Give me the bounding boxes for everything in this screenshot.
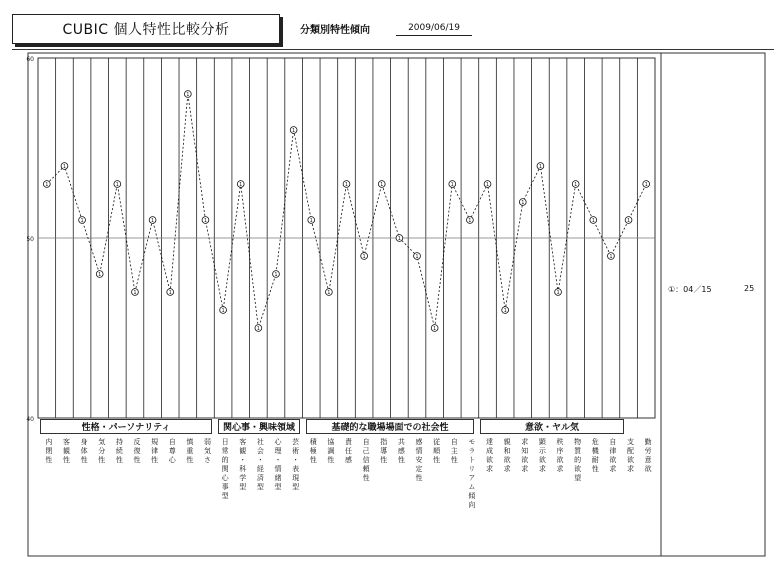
category-label: 責任感 <box>344 438 353 465</box>
category-label: 物質的欲望 <box>573 438 582 483</box>
report-date: 2009/06/19 <box>396 23 472 36</box>
data-point-marker: 1 <box>591 218 595 225</box>
data-point-marker: 1 <box>327 290 331 297</box>
data-point-marker: 1 <box>574 182 578 189</box>
group-workplace-sociality: 基礎的な職場場面での社会性 <box>306 419 474 434</box>
category-label: 芸術・表現型 <box>291 438 300 492</box>
category-label: 身体性 <box>80 438 89 465</box>
legend <box>668 284 712 295</box>
outer-frame <box>28 53 765 556</box>
category-label: 協調性 <box>326 438 335 465</box>
y-tick-label: 50 <box>26 236 34 243</box>
data-point-marker: 1 <box>150 218 155 225</box>
data-point-marker: 1 <box>485 182 490 189</box>
data-point-marker: 1 <box>256 326 260 333</box>
data-point-marker: 1 <box>186 92 190 99</box>
y-tick-label: 40 <box>26 416 34 423</box>
category-label: 顕示欲求 <box>538 438 547 474</box>
category-label: 内閉性 <box>44 438 53 465</box>
group-personality: 性格・パーソナリティ <box>40 419 212 434</box>
category-label: 親和欲求 <box>503 438 512 474</box>
data-point-marker: 1 <box>309 218 313 225</box>
data-point-marker: 1 <box>450 182 454 189</box>
data-point-marker: 1 <box>626 218 631 225</box>
data-point-marker: 1 <box>133 290 137 297</box>
data-point-marker: 1 <box>221 308 225 315</box>
data-point-marker: 1 <box>239 182 243 189</box>
group-interests: 関心事・興味領域 <box>218 419 300 434</box>
data-point-marker: 1 <box>115 182 119 189</box>
category-label: 規律性 <box>150 438 159 465</box>
data-point-marker: 1 <box>362 254 366 261</box>
category-label: 指導性 <box>379 438 388 465</box>
data-point-marker: 1 <box>468 218 472 225</box>
category-label: 秩序欲求 <box>556 438 565 474</box>
data-point-marker: 1 <box>556 290 560 297</box>
data-point-marker: 1 <box>292 128 296 135</box>
category-label: 支配欲求 <box>626 438 635 474</box>
category-label: 積極性 <box>309 438 318 465</box>
data-point-marker: 1 <box>609 254 613 261</box>
category-label: 危機耐性 <box>591 438 600 474</box>
category-label: 慎重性 <box>185 438 194 465</box>
category-label: 反復性 <box>132 438 141 465</box>
category-label: モラトリアム傾向 <box>467 438 476 510</box>
data-point-marker: 1 <box>98 272 102 279</box>
category-label: 自己信頼性 <box>362 438 371 483</box>
data-point-marker: 1 <box>62 164 67 171</box>
report-subtitle: 分類別特性傾向 <box>300 25 370 36</box>
data-point-marker: 1 <box>503 308 507 315</box>
data-point-marker: 1 <box>415 254 419 261</box>
category-label: 自律欲求 <box>608 438 617 474</box>
category-label: 社会・経済型 <box>256 438 265 492</box>
legend-label: ：04／15 <box>675 285 712 294</box>
data-point-marker: 1 <box>380 182 384 189</box>
category-label: 持続性 <box>115 438 124 465</box>
data-point-marker: 1 <box>521 200 525 207</box>
data-point-marker: 1 <box>274 272 278 279</box>
category-label: 自尊心 <box>168 438 177 465</box>
y-tick-label: 60 <box>26 56 34 63</box>
category-label: 日常的関心事型 <box>221 438 230 501</box>
category-label: 客観・科学型 <box>238 438 247 492</box>
category-label: 客観性 <box>62 438 71 465</box>
data-point-marker: 1 <box>538 164 543 171</box>
data-point-marker: 1 <box>344 182 349 189</box>
data-point-marker: 1 <box>644 182 648 189</box>
respondent-count: 25 <box>744 284 755 293</box>
data-point-marker: 1 <box>168 290 172 297</box>
category-label: 自主性 <box>450 438 459 465</box>
group-motivation: 意欲・ヤル気 <box>480 419 624 434</box>
category-label: 気分性 <box>97 438 106 465</box>
category-label: 達成欲求 <box>485 438 494 474</box>
report-title: CUBIC 個人特性比較分析 <box>12 14 280 44</box>
data-point-marker: 1 <box>45 182 49 189</box>
category-label: 勤労意欲 <box>644 438 653 474</box>
data-point-marker: 1 <box>397 236 401 243</box>
data-point-marker: 1 <box>433 326 437 333</box>
category-label: 心理・情緒型 <box>273 438 282 492</box>
category-label: 求知欲求 <box>520 438 529 474</box>
category-label: 従順性 <box>432 438 441 465</box>
data-point-marker: 1 <box>203 218 208 225</box>
category-label: 共感性 <box>397 438 406 465</box>
category-label: 弱気さ <box>203 438 212 465</box>
legend-marker: ① <box>668 285 676 294</box>
data-point-marker: 1 <box>80 218 84 225</box>
category-label: 感情安定性 <box>415 438 423 483</box>
